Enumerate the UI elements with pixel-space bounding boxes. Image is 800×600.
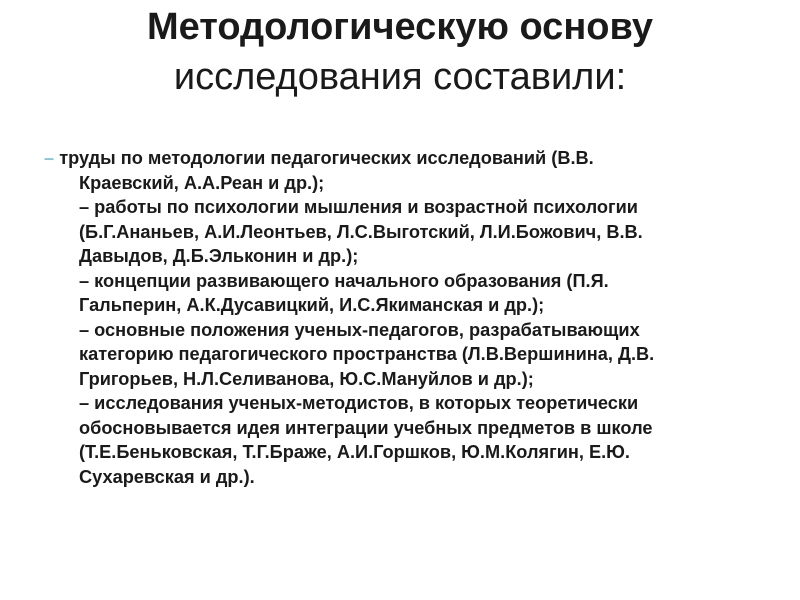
body-line: – основные положения ученых-педагогов, разрабатывающих [79,319,640,340]
body-line: Гальперин, А.К.Дусавицкий, И.С.Якиманская и др.); [79,295,545,315]
body-line: (Т.Е.Беньковская, Т.Г.Браже, А.И.Горшков, Ю.М.Колягин, Е.Ю. [79,442,630,462]
bullet-dash-icon: – [44,148,55,168]
slide-title [0,2,800,102]
body-line: – исследования ученых-методистов, в которых теоретически [79,393,639,413]
body-line: – концепции развивающего начального образования (П.Я. [79,270,609,291]
title-line-1: Методологическую основу [146,6,654,48]
body-line-0: труды по методологии педагогических исследований (В.В. [59,148,594,168]
body-line: Давыдов, Д.Б.Эльконин и др.); [79,246,359,266]
body-line: – работы по психологии мышления и возрастной психологии [79,197,638,217]
body-line: (Б.Г.Ананьев, А.И.Леонтьев, Л.С.Выготский, Л.И.Божович, В.В. [79,221,643,242]
body-line: обосновывается идея интеграции учебных предметов в школе [79,417,653,438]
body-line: Краевский, А.А.Реан и др.); [79,172,325,193]
body-continuation [44,171,744,490]
body-line: категорию педагогического пространства (Л.В.Вершинина, Д.В. [79,344,655,364]
body-line: Сухаревская и др.). [79,466,255,487]
slide-body [44,146,744,489]
title-line-2: исследования составили: [173,56,627,98]
body-line: Григорьев, Н.Л.Селиванова, Ю.С.Мануйлов и др.); [79,368,534,389]
body-first-line [44,146,744,171]
